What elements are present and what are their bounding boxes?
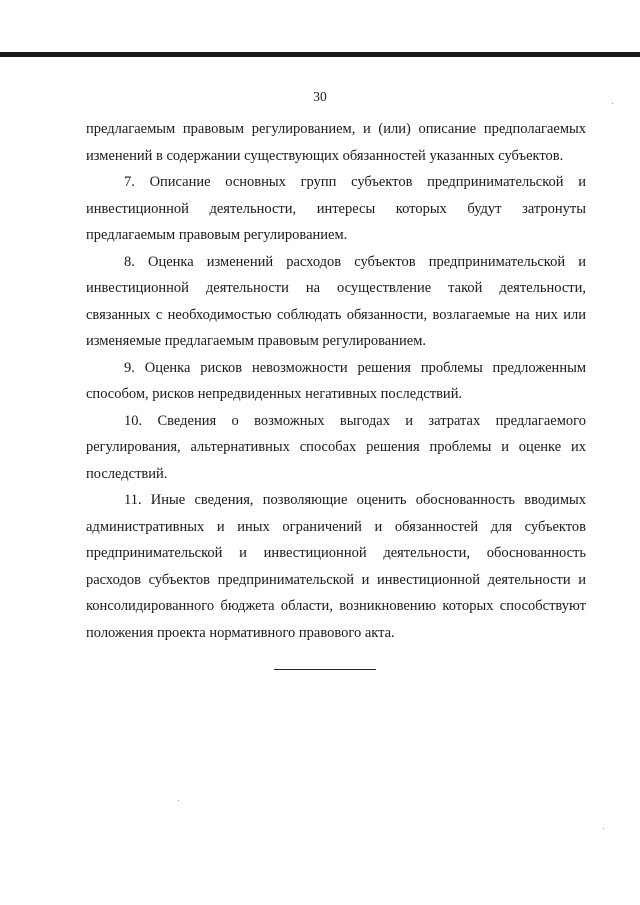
paragraph-item-7: 7. Описание основных групп субъектов предпринимательской и инвестиционной деятельности, интересы которых будут затронуты предлагаемым правовым регулированием. [86, 174, 586, 243]
scan-speck [603, 828, 604, 829]
page-number: 30 [313, 89, 327, 104]
paragraph-item-8: 8. Оценка изменений расходов субъектов предпринимательской и инвестиционной деятельности на осуществление такой деятельности, связанных с необходимостью соблюдать обязанности, возлагаемые на них или изменяемые предлагаемым правовым регулированием. [86, 253, 586, 349]
document-body [86, 116, 586, 646]
paragraph-item-11: 11. Иные сведения, позволяющие оценить обоснованность вводимых административных и иных ограничений и обязанностей для субъектов предпринимательской и инвестиционной деятельности, обоснованность расходов субъектов предпринимательской и инвестиционной деятельности и консолидированного бюджета области, возникновению которых способствуют положения проекта нормативного правового акта. [86, 492, 586, 641]
paragraph-continuation: предлагаемым правовым регулированием, и (или) описание предполагаемых изменений в содержании существующих обязанностей указанных субъектов. [86, 121, 586, 164]
top-border-rule [0, 52, 640, 57]
paragraph-item-10: 10. Сведения о возможных выгодах и затратах предлагаемого регулирования, альтернативных способах решения проблемы и оценке их последствий. [86, 412, 586, 482]
paragraph-item-9: 9. Оценка рисков невозможности решения проблемы предложенным способом, рисков непредвиденных негативных последствий. [86, 359, 586, 402]
scan-speck [612, 103, 613, 104]
scan-speck [178, 800, 179, 801]
end-separator-rule [274, 669, 376, 670]
